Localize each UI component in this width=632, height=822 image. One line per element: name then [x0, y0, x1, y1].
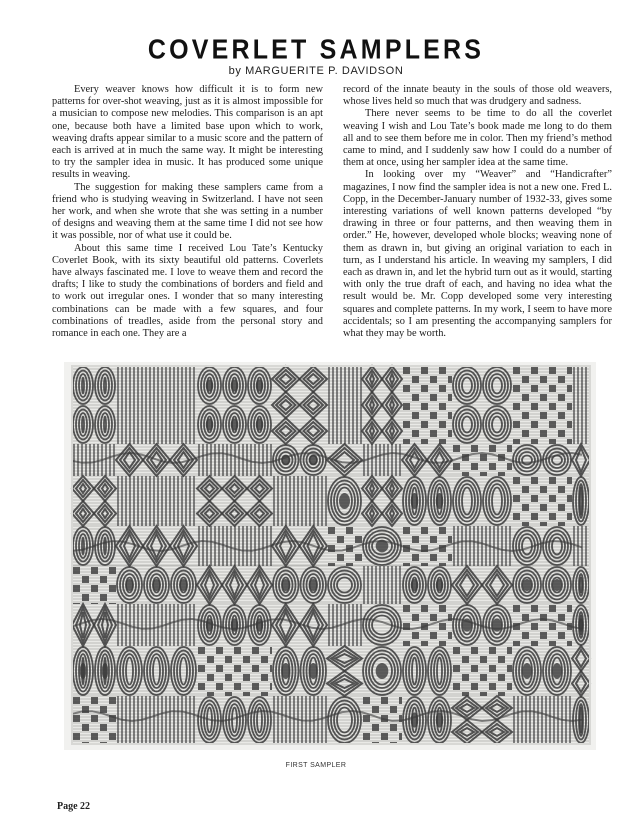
pattern-block [327, 366, 362, 444]
paragraph: About this same time I received Lou Tate’s Kentucky Coverlet Book, with its sixty beautiful old patterns. Coverlets have always fascinated me. I love to weave them and record the drafts; I like to study the combinations of borders and field and to work out irregular ones. I wonder that so many interesting combinations can be made with a few squares, and four combinations of treadles, aside from the personal story and romance in each one. They are a [52, 242, 323, 340]
pattern-block [116, 366, 197, 444]
paragraph: Every weaver knows how difficult it is to form new patterns for over-shot weaving, just as it is almost impossible for a musician to compose new melodies. This comparison is an apt one, because both have a limited base upon which to work, weaving drafts appear similar to a music score and the pattern of each is arrived at in much the same way. It might be interesting to try the sampler idea in music. It has produced some unique results in weaving. [52, 84, 323, 181]
text-column-left [52, 84, 323, 340]
article-byline: by MARGUERITE P. DAVIDSON [228, 65, 404, 77]
paragraph: There never seems to be time to do all the coverlet weaving I wish and Lou Tate’s book made me long to do them all and to see them before me in color. Then my friend’s method came to mind, and I suddenly saw how I could do a number of them at once, using her sampler idea at the same time. [343, 108, 612, 169]
pattern-block [272, 604, 327, 646]
paragraph: record of the innate beauty in the souls of those old weavers, whose lives held so much that was drudgery and sadness. [343, 84, 612, 108]
pattern-block [72, 696, 116, 744]
pattern-block [512, 604, 572, 646]
pattern-block [402, 366, 452, 444]
text-column-right [343, 84, 612, 340]
pattern-block [327, 604, 362, 646]
pattern-block [72, 444, 116, 476]
figure-caption: FIRST SAMPLER [285, 762, 347, 769]
page-number: Page 22 [57, 801, 91, 812]
woven-sampler-image [64, 362, 596, 750]
article-title: COVERLET SAMPLERS [147, 34, 485, 66]
pattern-block [272, 366, 327, 444]
paragraph: In looking over my “Weaver” and “Handicrafter” magazines, I now find the sampler idea is not a new one. Fred L. Copp, in the December-January number of 1932-33, gives some interesting variations of well known patterns developed “by drawing in three or four patterns, and then weaving them in order.” He, however, developed whole blocks; weaving none of them as drawn in, but giving an original variation to each in turn, as I understand his article. In weaving my samplers, I did each as drawn in, and let the hybrid turn out as it would, starting with only the true draft of each, and having no idea what the result would be. Mr. Copp developed some very interesting squares and complete patterns. In my work, I seem to have more accidentals; so I am presenting the accompanying samplers for what they may be worth. [343, 169, 612, 340]
pattern-block [572, 366, 590, 444]
sampler-photograph [64, 362, 596, 750]
paragraph: The suggestion for making these samplers came from a friend who is studying weaving in Switzerland. I have not seen her work, and when she wrote that she was setting in a number of designs and weaving them at the same time I did not see how it was possible, nor of what use it could be. [52, 181, 323, 242]
pattern-block [362, 366, 402, 444]
pattern-block [512, 366, 572, 444]
